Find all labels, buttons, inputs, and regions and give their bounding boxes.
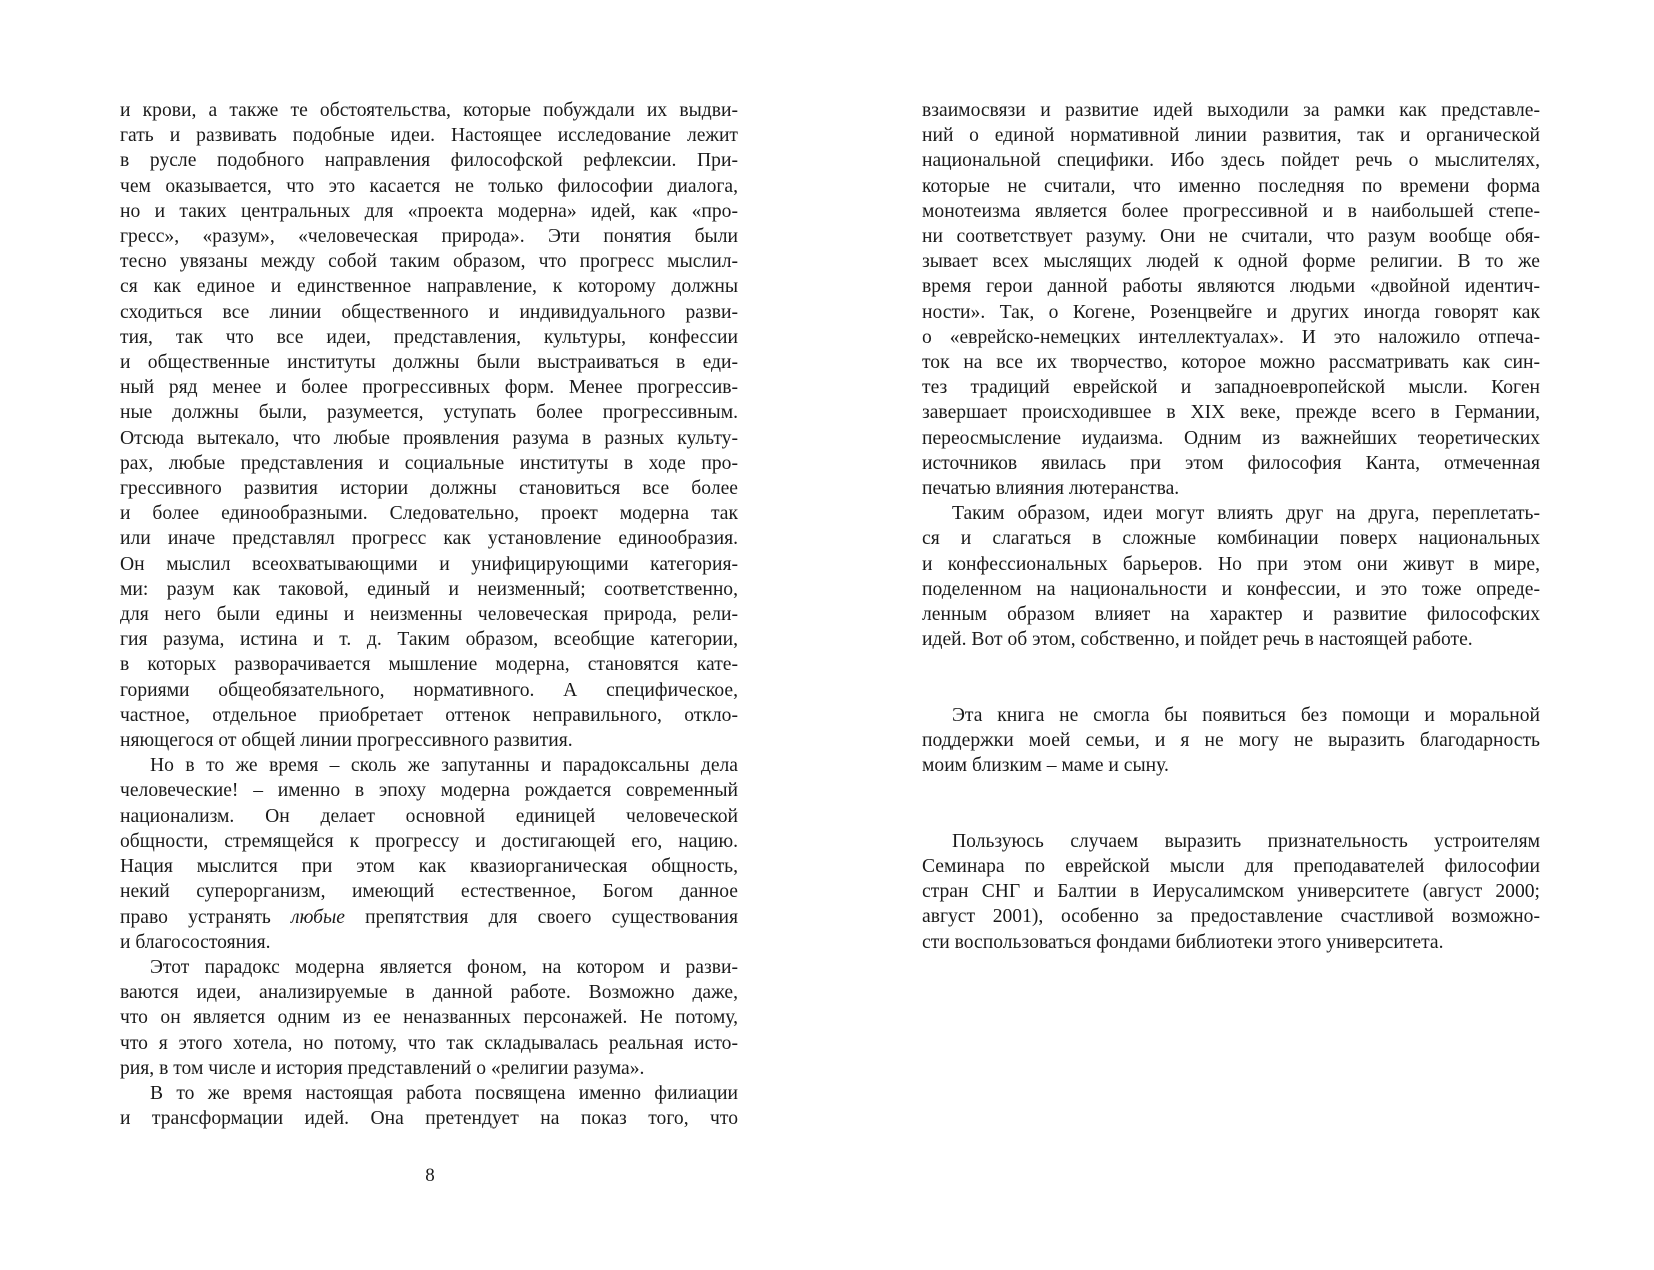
text-line: ни соответствует разуму. Они не считали, что разум вообще обя- — [922, 226, 1540, 248]
text-line: человеческие! – именно в эпоху модерна рождается современный — [120, 780, 738, 802]
text-line: чем оказывается, что это касается не только философии диалога, — [120, 175, 738, 197]
text-line: ные должны были, разумеется, уступать более прогрессивным. — [120, 402, 738, 424]
text-line: национализм. Он делает основной единицей человеческой — [120, 805, 738, 827]
text-line: рах, любые представления и социальные институты в ходе про- — [120, 452, 738, 474]
text-line: Нация мыслится при этом как квазиорганическая общность, — [120, 856, 738, 878]
text-line: переосмысление иудаизма. Одним из важнейших теоретических — [922, 427, 1540, 449]
text-run: право устранять — [120, 906, 292, 928]
left-page — [120, 98, 738, 1131]
text-line: источников явилась при этом философия Канта, отмеченная — [922, 452, 1540, 474]
text-line: национальной специфики. Ибо здесь пойдет речь о мыслителях, — [922, 150, 1540, 172]
text-line — [120, 905, 738, 930]
text-line: ваются идеи, анализируемые в данной работе. Возможно даже, — [120, 982, 738, 1004]
text-line: стран СНГ и Балтии в Иерусалимском университете (август 2000; — [922, 881, 1540, 903]
text-line: поддержки моей семьи, и я не могу не выразить благодарность — [922, 730, 1540, 752]
text-run: препятствия для своего существования — [344, 906, 738, 928]
text-line: и конфессиональных барьеров. Но при этом они живут в мире, — [922, 553, 1540, 575]
text-line: поделенном на национальности и конфессии, и это тоже опреде- — [922, 578, 1540, 600]
text-line: грессивного развития истории должны становиться все более — [120, 478, 738, 500]
text-line: гресс», «разум», «человеческая природа». Эти понятия были — [120, 226, 738, 248]
text-line: няющегося от общей линии прогрессивного развития. — [120, 730, 573, 752]
text-line: или иначе представлял прогресс как установление единообразия. — [120, 528, 738, 550]
text-line: монотеизма является более прогрессивной и в наибольшей степе- — [922, 200, 1540, 222]
text-line: и общественные институты должны были выстраиваться в еди- — [120, 352, 738, 374]
text-line: частное, отдельное приобретает оттенок неправильного, откло- — [120, 704, 738, 726]
paragraph-gap — [922, 778, 1540, 828]
text-line: ний о единой нормативной линии развития, так и органической — [922, 125, 1540, 147]
text-line: Отсюда вытекало, что любые проявления разума в разных культу- — [120, 427, 738, 449]
text-line: ный ряд менее и более прогрессивных форм. Менее прогрессив- — [120, 377, 738, 399]
text-line: ся как единое и единственное направление, к которому должны — [120, 276, 738, 298]
text-line: в русле подобного направления философской рефлексии. При- — [120, 150, 738, 172]
emphasis-text: любые — [291, 906, 345, 928]
text-line: ся и слагаться в сложные комбинации поверх национальных — [922, 528, 1540, 550]
text-line: В то же время настоящая работа посвящена именно филиации — [150, 1082, 738, 1104]
right-page — [922, 98, 1540, 955]
text-line: Семинара по еврейской мысли для преподавателей философии — [922, 856, 1540, 878]
text-line: сти воспользоваться фондами библиотеки этого университета. — [922, 931, 1444, 953]
text-line: Эта книга не смогла бы появиться без помощи и моральной — [952, 704, 1540, 726]
text-line: и трансформации идей. Она претендует на показ того, что — [120, 1108, 738, 1130]
text-line: рия, в том числе и история представлений о «религии разума». — [120, 1057, 645, 1079]
text-line: и крови, а также те обстоятельства, которые побуждали их выдви- — [120, 100, 738, 121]
text-line: ленным образом влияет на характер и развитие философских — [922, 604, 1540, 626]
text-line: тесно увязаны между собой таким образом, что прогресс мыслил- — [120, 251, 738, 273]
text-line: время герои данной работы являются людьми «двойной идентич- — [922, 276, 1540, 298]
text-line: взаимосвязи и развитие идей выходили за рамки как представле- — [922, 100, 1540, 121]
text-line: идей. Вот об этом, собственно, и пойдет речь в настоящей работе. — [922, 629, 1473, 651]
text-line: для него были едины и неизменны человеческая природа, рели- — [120, 604, 738, 626]
text-line: Этот парадокс модерна является фоном, на котором и разви- — [150, 956, 738, 978]
text-line: гия разума, истина и т. д. Таким образом, всеобщие категории, — [120, 629, 738, 651]
text-line: общности, стремящейся к прогрессу и достигающей его, нацию. — [120, 830, 738, 852]
paragraph-gap — [922, 652, 1540, 702]
text-line: но и таких центральных для «проекта модерна» идей, как «про- — [120, 200, 738, 222]
text-line: которые не считали, что именно последняя по времени форма — [922, 175, 1540, 197]
text-line: что я этого хотела, но потому, что так складывалась реальная исто- — [120, 1032, 738, 1054]
text-line: гать и развивать подобные идеи. Настоящее исследование лежит — [120, 125, 738, 147]
text-line: и более единообразными. Следовательно, проект модерна так — [120, 503, 738, 525]
text-line: Пользуюсь случаем выразить признательность устроителям — [952, 830, 1540, 852]
text-line: зывает всех мыслящих людей к одной форме религии. В то же — [922, 251, 1540, 273]
text-line: тия, так что все идеи, представления, культуры, конфессии — [120, 326, 738, 348]
text-line: некий суперорганизм, имеющий естественное, Богом данное — [120, 881, 738, 903]
text-line: что он является одним из ее неназванных персонажей. Не потому, — [120, 1007, 738, 1029]
text-line: в которых разворачивается мышление модерна, становятся кате- — [120, 654, 738, 676]
text-line: ток на все их творчество, которое можно рассматривать как син- — [922, 352, 1540, 374]
text-line: сходиться все линии общественного и индивидуального разви- — [120, 301, 738, 323]
text-line: о «еврейско-немецких интеллектуалах». И это наложило отпеча- — [922, 326, 1540, 348]
text-line: гориями общеобязательного, нормативного. А специфическое, — [120, 679, 738, 701]
text-line: завершает происходившее в XIX веке, прежде всего в Германии, — [922, 402, 1540, 424]
text-line: печатью влияния лютеранства. — [922, 478, 1180, 500]
text-line: Таким образом, идеи могут влиять друг на друга, переплетать- — [952, 503, 1540, 525]
text-line: Но в то же время – сколь же запутанны и парадоксальны дела — [150, 755, 738, 777]
text-line: и благосостояния. — [120, 931, 271, 953]
text-line: тез традиций еврейской и западноевропейской мысли. Коген — [922, 377, 1540, 399]
text-line: ности». Так, о Когене, Розенцвейге и других иногда говорят как — [922, 301, 1540, 323]
text-line: ми: разум как таковой, единый и неизменный; соответственно, — [120, 578, 738, 600]
text-line: моим близким – маме и сыну. — [922, 755, 1169, 777]
page-number: 8 — [425, 1165, 435, 1186]
text-line: Он мыслил всеохватывающими и унифицирующими категория- — [120, 553, 738, 575]
text-line: август 2001), особенно за предоставление счастливой возможно- — [922, 906, 1540, 928]
